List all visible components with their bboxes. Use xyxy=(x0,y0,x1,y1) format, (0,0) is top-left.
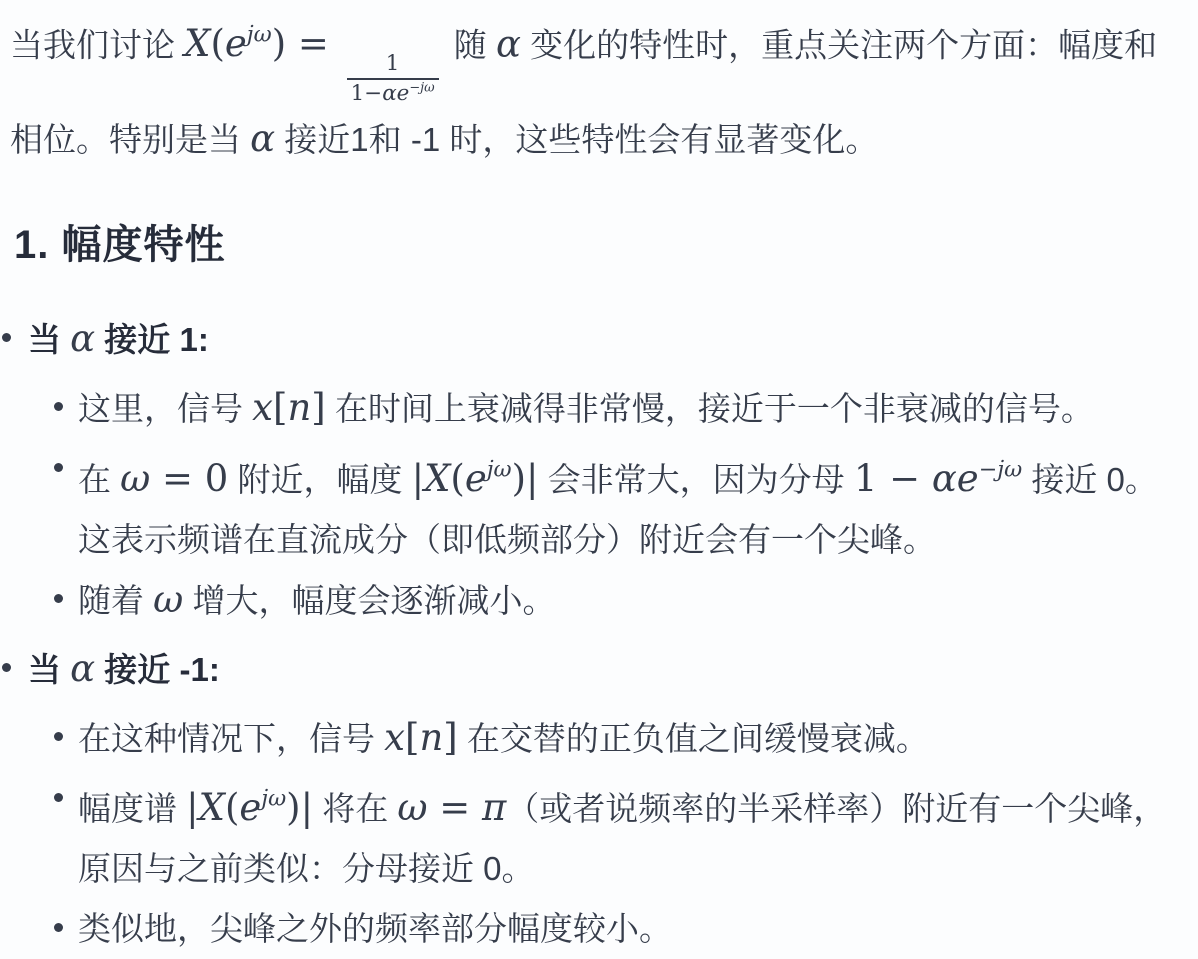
bullet-icon xyxy=(54,923,63,932)
math-upright: 1 xyxy=(385,50,400,76)
list-item xyxy=(10,309,1186,630)
text-run: 当我们讨论 xyxy=(10,26,185,64)
sub-list-item xyxy=(28,570,1186,631)
inline-math xyxy=(120,457,228,500)
math-upright: ] xyxy=(443,715,458,759)
inline-math xyxy=(397,786,506,829)
math-italic: jω xyxy=(420,80,435,96)
math-upright: = 0 xyxy=(150,456,229,500)
math-italic: π xyxy=(482,786,507,830)
sub-list-item xyxy=(28,439,1186,569)
bold-text-run: 接近 -1: xyxy=(95,650,220,688)
math-italic: X xyxy=(184,22,211,66)
sub-list-item-text xyxy=(78,715,929,759)
text-run: 随 xyxy=(444,26,496,64)
math-italic: α xyxy=(70,317,96,361)
math-upright: − xyxy=(409,80,421,96)
math-italic: X xyxy=(198,786,225,830)
bullet-icon xyxy=(54,732,63,741)
list-item-label xyxy=(28,646,220,690)
math-italic: X xyxy=(424,456,451,500)
math-italic: e xyxy=(224,22,247,66)
sub-list-item-text xyxy=(78,910,672,947)
math-italic: αe xyxy=(931,456,979,500)
text-run: 附近，幅度 xyxy=(228,460,412,498)
sub-list-item-text xyxy=(78,456,1158,558)
intro-paragraph xyxy=(10,4,1186,171)
inline-math xyxy=(412,457,539,500)
inline-math xyxy=(250,117,275,160)
math-superscript xyxy=(409,80,434,95)
math-upright: = xyxy=(427,786,482,830)
math-italic: α xyxy=(495,22,521,66)
math-upright: | xyxy=(411,456,425,500)
bullet-icon xyxy=(54,402,63,411)
text-run: 随着 xyxy=(78,581,154,619)
math-upright: 1− xyxy=(350,80,383,106)
math-italic: n xyxy=(287,386,312,430)
bold-text-run: 当 xyxy=(28,321,71,359)
list-item xyxy=(10,639,1186,959)
math-upright: ] xyxy=(311,386,326,430)
math-upright: ) = xyxy=(271,22,341,66)
sub-list xyxy=(28,708,1186,959)
math-italic: jω xyxy=(246,22,272,48)
text-run: 接近1和 -1 时，这些特性会有显著变化。 xyxy=(275,121,879,159)
inline-math xyxy=(384,716,458,759)
inline-math xyxy=(496,22,521,65)
math-upright: [ xyxy=(405,715,420,759)
text-run: 幅度谱 xyxy=(78,790,187,828)
text-run: （或者说频率的半采样率）附近有一个尖峰，原因与之前类似：分母接近 0。 xyxy=(78,790,1167,888)
math-italic: ω xyxy=(153,577,184,621)
math-superscript xyxy=(261,786,286,812)
bold-text-run: 接近 1: xyxy=(95,321,209,359)
inline-math xyxy=(854,457,1022,500)
math-italic: jω xyxy=(997,456,1023,483)
math-upright: )| xyxy=(511,456,539,500)
sub-list-item-text xyxy=(78,577,556,621)
text-run: 在时间上衰减得非常慢，接近于一个非衰减的信号。 xyxy=(325,390,1094,428)
math-upright: ( xyxy=(210,22,225,66)
math-italic: x xyxy=(252,386,274,430)
math-italic: αe xyxy=(382,80,410,106)
bullet-icon xyxy=(2,663,11,672)
section-heading: 1. 幅度特性 xyxy=(14,223,226,268)
math-italic: e xyxy=(239,786,262,830)
math-italic: ω xyxy=(120,456,151,500)
math-superscript xyxy=(247,22,272,48)
inline-math xyxy=(70,317,95,360)
bullet-icon xyxy=(54,594,63,603)
bold-text-run: 当 xyxy=(28,650,71,688)
sub-list-item xyxy=(28,708,1186,769)
sub-list xyxy=(28,378,1186,630)
text-run: 将在 xyxy=(313,790,398,828)
math-upright: − xyxy=(978,456,998,483)
inline-math xyxy=(252,386,326,429)
math-italic: n xyxy=(419,715,444,759)
bullet-icon xyxy=(54,793,63,802)
text-run: 变化的特性时，重点关注两个方面：幅度和相位。特别是当 xyxy=(10,26,1158,159)
math-upright: 1 − xyxy=(853,456,932,500)
math-italic: e xyxy=(464,456,487,500)
magnitude-characteristics-list xyxy=(10,309,1186,959)
text-run: 这里，信号 xyxy=(78,390,253,428)
math-italic: jω xyxy=(261,785,287,812)
math-upright: )| xyxy=(286,786,314,830)
text-run: 在交替的正负值之间缓慢衰减。 xyxy=(457,719,929,757)
text-run: 会非常大，因为分母 xyxy=(538,460,854,498)
math-upright: [ xyxy=(273,386,288,430)
inline-math xyxy=(153,578,183,621)
inline-math xyxy=(70,647,95,690)
text-run: 在这种情况下，信号 xyxy=(78,719,385,757)
math-upright: ( xyxy=(450,456,465,500)
text-run: 在 xyxy=(78,460,121,498)
sub-list-item xyxy=(28,769,1186,899)
math-superscript xyxy=(487,456,512,482)
sub-list-item xyxy=(28,378,1186,439)
list-item-label xyxy=(28,317,209,361)
bullet-icon xyxy=(2,333,11,342)
math-italic: α xyxy=(250,117,276,161)
text-run: 类似地，尖峰之外的频率部分幅度较小。 xyxy=(78,910,672,948)
bullet-icon xyxy=(54,463,63,472)
math-upright: | xyxy=(186,786,199,830)
sub-list-item xyxy=(28,899,1186,959)
math-upright: ( xyxy=(224,786,240,830)
fraction-denominator xyxy=(347,78,439,108)
sub-list-item-text xyxy=(78,386,1094,430)
math-superscript xyxy=(979,456,1023,482)
text-run: 增大，幅度会逐渐减小。 xyxy=(183,581,556,619)
math-italic: ω xyxy=(397,786,428,830)
fraction-numerator xyxy=(382,50,404,78)
math-italic: x xyxy=(384,715,406,759)
math-fraction xyxy=(347,50,439,108)
sub-list-item-text xyxy=(78,785,1167,888)
text-run: 接近 0。这表示频谱在直流成分（即低频部分）附近会有一个尖峰。 xyxy=(78,460,1158,558)
math-italic: jω xyxy=(486,456,512,483)
math-italic: α xyxy=(70,646,96,690)
inline-math xyxy=(186,786,313,829)
